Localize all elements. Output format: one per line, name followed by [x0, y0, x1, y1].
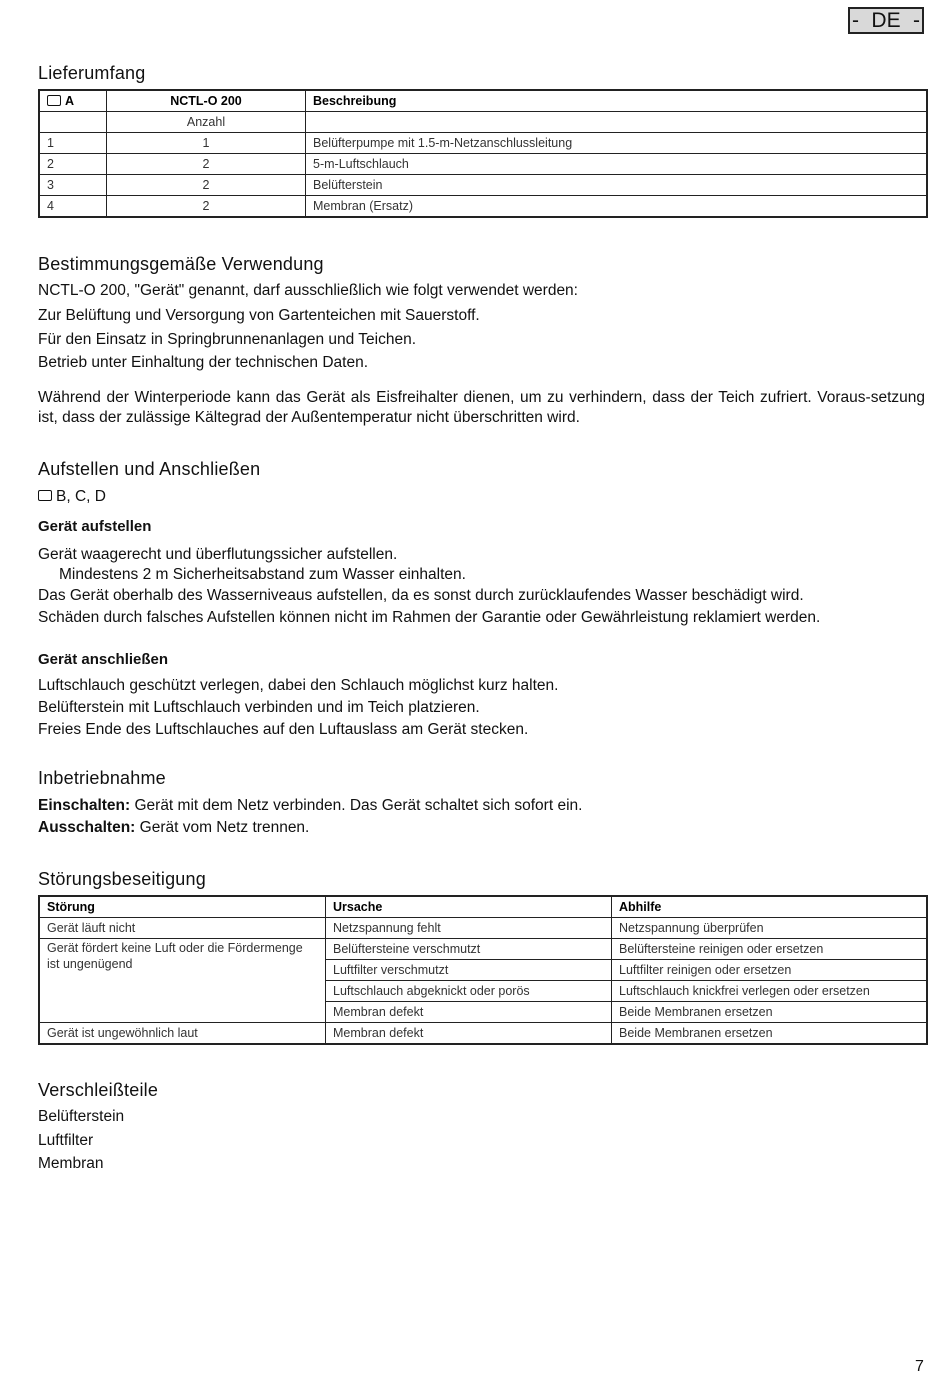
description-cell: Belüfterpumpe mit 1.5-m-Netzanschlussleitung — [307, 134, 925, 152]
figure-label: A — [65, 94, 75, 108]
model-header: NCTL-O 200 — [108, 92, 304, 110]
description-cell: 5-m-Luftschlauch — [307, 155, 925, 173]
quantity-cell: 2 — [108, 176, 304, 194]
table-row — [41, 176, 925, 194]
wear-part-item: Belüfterstein — [38, 1108, 125, 1125]
description-header: Beschreibung — [307, 92, 925, 110]
switch-on-text: Gerät mit dem Netz verbinden. Das Gerät schaltet sich sofort ein. — [130, 797, 583, 814]
table-row — [41, 940, 925, 958]
section-title-intended-use: Bestimmungsgemäße Verwendung — [38, 254, 324, 274]
figure-icon — [47, 95, 61, 106]
wear-part-item: Luftfilter — [38, 1132, 94, 1149]
connect-line: Freies Ende des Luftschlauches auf den Luftauslass am Gerät stecken. — [38, 721, 529, 738]
fault-cell: Gerät fördert keine Luft oder die Fördermenge ist ungenügend — [41, 940, 324, 1021]
section-title-setup: Aufstellen und Anschließen — [38, 459, 261, 479]
winter-paragraph: Während der Winterperiode kann das Gerät als Eisfreihalter dienen, um zu verhindern, dass der Teich zufriert. Voraus-setzung ist, dass der zulässige Kältegrad der Außentemperatur nicht überschritten wird. — [38, 389, 925, 426]
table-row — [41, 919, 925, 937]
setup-line: Gerät waagerecht und überflutungssicher aufstellen. — [38, 546, 398, 563]
position-cell: 3 — [41, 176, 105, 194]
position-cell: 2 — [41, 155, 105, 173]
remedy-cell: Beide Membranen ersetzen — [613, 1003, 925, 1021]
setup-line: Schäden durch falsches Aufstellen können nicht im Rahmen der Garantie oder Gewährleistung reklamiert werden. — [38, 609, 821, 626]
setup-line: Das Gerät oberhalb des Wasserniveaus aufstellen, da es sonst durch zurücklaufendes Wasser beschädigt wird. — [38, 587, 804, 604]
fault-header: Störung — [41, 898, 324, 916]
cause-cell: Membran defekt — [327, 1003, 610, 1021]
switch-off-line — [38, 817, 309, 839]
troubleshooting-table — [38, 895, 928, 1045]
quantity-cell: 2 — [108, 155, 304, 173]
setup-line: Mindestens 2 m Sicherheitsabstand zum Wasser einhalten. — [59, 566, 466, 583]
fault-cell: Gerät ist ungewöhnlich laut — [41, 1024, 324, 1042]
intended-use-line: Für den Einsatz in Springbrunnenanlagen und Teichen. — [38, 331, 417, 348]
cause-cell: Belüftersteine verschmutzt — [327, 940, 610, 958]
cause-cell: Netzspannung fehlt — [327, 919, 610, 937]
cause-cell: Membran defekt — [327, 1024, 610, 1042]
remedy-cell: Belüftersteine reinigen oder ersetzen — [613, 940, 925, 958]
section-title-lieferumfang: Lieferumfang — [38, 63, 146, 83]
switch-on-label: Einschalten: — [38, 797, 131, 814]
quantity-cell: 2 — [108, 197, 304, 215]
remedy-cell: Beide Membranen ersetzen — [613, 1024, 925, 1042]
cause-header: Ursache — [327, 898, 610, 916]
connect-line: Luftschlauch geschützt verlegen, dabei den Schlauch möglichst kurz halten. — [38, 677, 559, 694]
language-badge — [848, 7, 924, 34]
switch-on-line — [38, 795, 582, 817]
remedy-cell: Luftfilter reinigen oder ersetzen — [613, 961, 925, 979]
quantity-cell: 1 — [108, 134, 304, 152]
description-cell: Membran (Ersatz) — [307, 197, 925, 215]
connect-line: Belüfterstein mit Luftschlauch verbinden und im Teich platzieren. — [38, 699, 480, 716]
figure-ref-cell — [41, 92, 105, 110]
lang-dash-right: - — [913, 8, 920, 32]
section-title-wear-parts: Verschleißteile — [38, 1080, 159, 1100]
table-header-row — [41, 92, 925, 110]
table-row — [41, 134, 925, 152]
intended-use-line: Betrieb unter Einhaltung der technischen Daten. — [38, 354, 369, 371]
quantity-header: Anzahl — [108, 113, 304, 131]
remedy-cell: Netzspannung überprüfen — [613, 919, 925, 937]
remedy-header: Abhilfe — [613, 898, 925, 916]
position-cell: 1 — [41, 134, 105, 152]
wear-part-item: Membran — [38, 1155, 104, 1172]
switch-off-label: Ausschalten: — [38, 819, 136, 836]
intended-use-line: Zur Belüftung und Versorgung von Gartenteichen mit Sauerstoff. — [38, 307, 480, 324]
subsection-title-connect-device: Gerät anschließen — [38, 651, 169, 668]
table-row — [41, 1024, 925, 1042]
figure-reference — [38, 486, 106, 508]
table-header-row — [41, 898, 925, 916]
section-title-commissioning: Inbetriebnahme — [38, 768, 166, 788]
table-subheader-row — [41, 113, 925, 131]
page-number: 7 — [915, 1358, 924, 1375]
table-row — [41, 155, 925, 173]
description-cell: Belüfterstein — [307, 176, 925, 194]
figure-reference-text: B, C, D — [56, 488, 106, 505]
intended-use-line: NCTL-O 200, "Gerät" genannt, darf ausschließlich wie folgt verwendet werden: — [38, 282, 578, 299]
position-cell: 4 — [41, 197, 105, 215]
remedy-cell: Luftschlauch knickfrei verlegen oder ersetzen — [613, 982, 925, 1000]
scope-of-delivery-table — [38, 89, 928, 218]
switch-off-text: Gerät vom Netz trennen. — [135, 819, 310, 836]
lang-dash-left: - — [852, 8, 859, 32]
cause-cell: Luftschlauch abgeknickt oder porös — [327, 982, 610, 1000]
figure-icon — [38, 490, 52, 501]
section-title-troubleshooting: Störungsbeseitigung — [38, 869, 206, 889]
subsection-title-setup-device: Gerät aufstellen — [38, 518, 152, 535]
table-row — [41, 197, 925, 215]
cause-cell: Luftfilter verschmutzt — [327, 961, 610, 979]
fault-cell: Gerät läuft nicht — [41, 919, 324, 937]
language-code: DE — [871, 8, 901, 32]
